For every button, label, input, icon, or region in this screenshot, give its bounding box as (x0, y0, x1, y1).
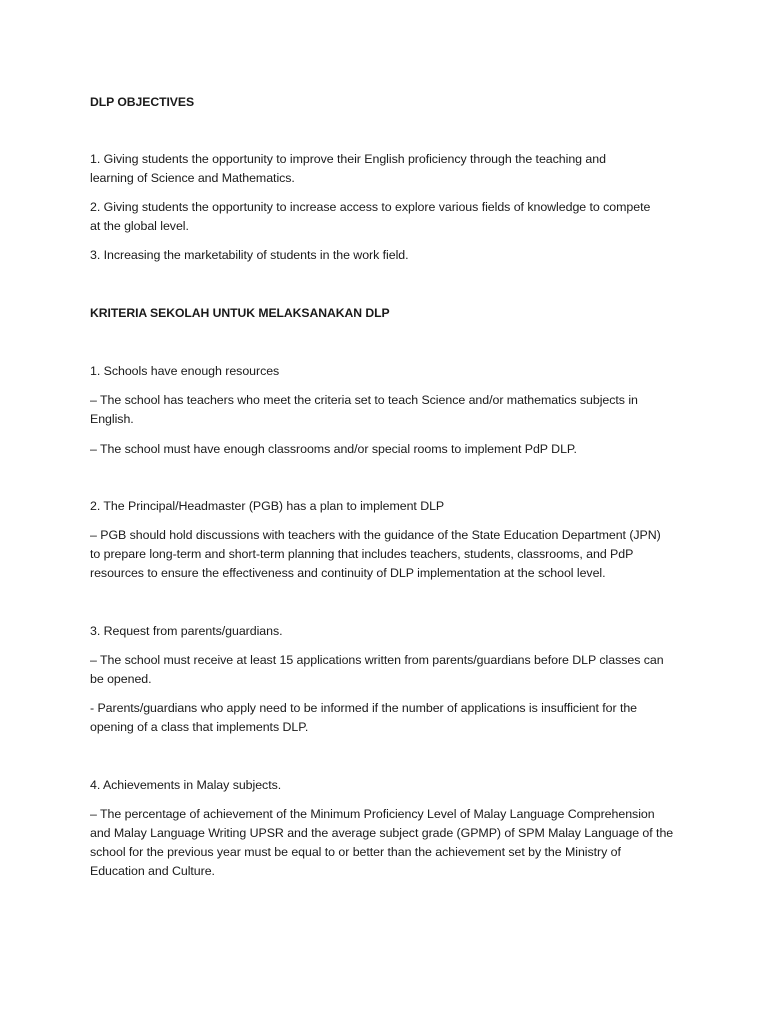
criterion-4-title: 4. Achievements in Malay subjects. (90, 778, 282, 792)
criterion-3-title: 3. Request from parents/guardians. (90, 624, 283, 638)
criterion-3-bullet-1-line-1: – The school must receive at least 15 applications written from parents/guardians before DLP classes can (90, 653, 664, 667)
criterion-2-title: 2. The Principal/Headmaster (PGB) has a plan to implement DLP (90, 499, 445, 513)
section-heading-kriteria: KRITERIA SEKOLAH UNTUK MELAKSANAKAN DLP (90, 306, 390, 320)
criterion-4-bullet-1-line-2: and Malay Language Writing UPSR and the average subject grade (GPMP) of SPM Malay Language of the (90, 826, 674, 840)
criterion-2-bullet-1-line-1: – PGB should hold discussions with teachers with the guidance of the State Education Department (JPN) (90, 528, 661, 542)
criterion-1-title: 1. Schools have enough resources (90, 364, 280, 378)
criterion-2-bullet-1-line-2: to prepare long-term and short-term planning that includes teachers, students, classrooms, and PdP (90, 547, 634, 561)
objective-1-line-2: learning of Science and Mathematics. (90, 171, 295, 185)
objective-1-line-1: 1. Giving students the opportunity to improve their English proficiency through the teaching and (90, 152, 606, 166)
criterion-1-bullet-2-line-1: – The school must have enough classrooms and/or special rooms to implement PdP DLP. (90, 442, 577, 456)
criterion-3-bullet-2-line-1: - Parents/guardians who apply need to be informed if the number of applications is insufficient for the (90, 701, 638, 715)
criterion-4-bullet-1-line-1: – The percentage of achievement of the Minimum Proficiency Level of Malay Language Comprehension (90, 807, 655, 821)
criterion-2-bullet-1-line-3: resources to ensure the effectiveness and continuity of DLP implementation at the school level. (90, 566, 606, 580)
criterion-1-bullet-1-line-2: English. (90, 412, 134, 426)
objective-3-line-1: 3. Increasing the marketability of students in the work field. (90, 248, 409, 262)
criterion-4-bullet-1-line-3: school for the previous year must be equal to or better than the achievement set by the Ministry of (90, 845, 621, 859)
criterion-4-bullet-1-line-4: Education and Culture. (90, 864, 215, 878)
criterion-1-bullet-1-line-1: – The school has teachers who meet the criteria set to teach Science and/or mathematics subjects in (90, 393, 638, 407)
section-heading-dlp-objectives: DLP OBJECTIVES (90, 95, 195, 109)
objective-2-line-2: at the global level. (90, 219, 189, 233)
criterion-3-bullet-1-line-2: be opened. (90, 672, 152, 686)
criterion-3-bullet-2-line-2: opening of a class that implements DLP. (90, 720, 309, 734)
objective-2-line-1: 2. Giving students the opportunity to increase access to explore various fields of knowledge to compete (90, 200, 651, 214)
